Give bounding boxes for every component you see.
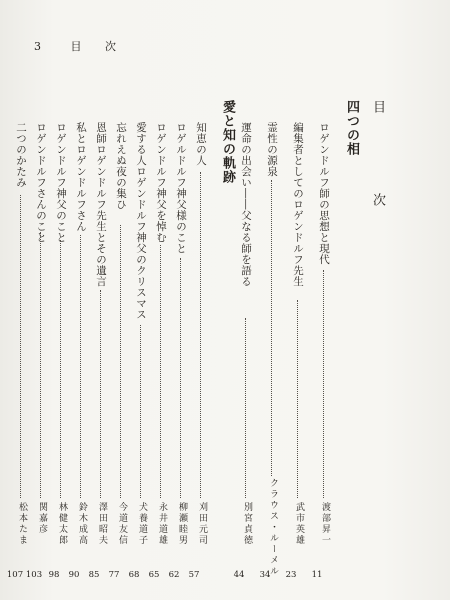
toc-entry-author: 澤田昭夫 — [97, 502, 107, 546]
leader-dots — [270, 180, 272, 476]
toc-entry-page: 65 — [148, 570, 160, 580]
toc-entry-title: 二つのかたみ — [15, 122, 27, 188]
leader-dots — [99, 290, 101, 498]
leader-dots — [296, 300, 298, 498]
leader-dots — [159, 245, 161, 498]
toc-entry-author: 柳瀬睦男 — [177, 502, 187, 546]
leader-dots — [119, 225, 121, 498]
leader-dots — [139, 325, 141, 498]
running-head-page-number: 3 — [34, 40, 51, 53]
toc-entry-author: クラウス・ルーメル — [268, 478, 278, 577]
toc-entry-title: ロゲルドルフ神父様のこと — [175, 122, 187, 254]
toc-entry-title: 運命の出会い――父なる師を語る — [240, 122, 252, 287]
toc-entry-page: 23 — [285, 570, 297, 580]
toc-entry-page: 90 — [68, 570, 80, 580]
toc-entry-title: 忘れえぬ夜の集ひ — [115, 122, 127, 210]
toc-entry-author: 別宮貞徳 — [242, 502, 252, 546]
toc-entry-page: 107 — [6, 570, 24, 580]
toc-entry-title: ロゲンドルフさんのこと — [35, 122, 47, 243]
toc-entry-page: 34 — [259, 570, 271, 580]
leader-dots — [179, 258, 181, 498]
section-heading-2: 愛と知の軌跡 — [220, 100, 235, 184]
toc-entry-author: 鈴木成高 — [77, 502, 87, 546]
toc-entry-title: 愛する人ロゲンドルフ神父のクリスマス — [135, 122, 147, 320]
leader-dots — [39, 232, 41, 498]
toc-entry-author: 林健太郎 — [57, 502, 67, 546]
toc-entry-title: 霊性の源泉 — [266, 122, 278, 177]
leader-dots — [199, 172, 201, 498]
toc-entry-page: 77 — [108, 570, 120, 580]
toc-entry-page: 11 — [311, 570, 323, 580]
leader-dots — [322, 270, 324, 498]
leader-dots — [244, 318, 246, 498]
running-head-label: 目 次 — [70, 40, 126, 53]
toc-entry-title: ロゲンドルフ神父を悼む — [155, 122, 167, 243]
toc-entry-author: 関嘉彦 — [37, 502, 47, 535]
section-heading-1: 四つの相 — [344, 100, 359, 156]
toc-entry-author: 刈田元司 — [197, 502, 207, 546]
toc-title: 目 次 — [370, 100, 385, 245]
toc-entry-author: 渡部昇一 — [320, 502, 330, 546]
toc-entry-author: 武市英雄 — [294, 502, 304, 546]
toc-entry-title: 編集者としてのロゲンドルフ先生 — [292, 122, 304, 287]
toc-entry-page: 62 — [168, 570, 180, 580]
toc-entry-author: 今道友信 — [117, 502, 127, 546]
leader-dots — [79, 235, 81, 498]
toc-entry-page: 103 — [25, 570, 43, 580]
toc-entry-author: 犬養道子 — [137, 502, 147, 546]
toc-entry-title: ロゲンドルフ師の思想と現代 — [318, 122, 330, 265]
toc-entry-page: 57 — [188, 570, 200, 580]
toc-entry-title: ロゲンドルフ神父のこと — [55, 122, 67, 243]
toc-entry-title: 私とロゲンドルフさん — [75, 122, 87, 232]
toc-entry-author: 松本たま — [17, 502, 27, 546]
leader-dots — [19, 195, 21, 498]
toc-entry-page: 68 — [128, 570, 140, 580]
toc-entry-page: 85 — [88, 570, 100, 580]
toc-entry-title: 恩師ロゲンドルフ先生とその遺言 — [95, 122, 107, 287]
toc-entry-author: 永井道雄 — [157, 502, 167, 546]
running-head — [34, 38, 132, 54]
toc-entry-title: 知恵の人 — [195, 122, 207, 166]
leader-dots — [59, 240, 61, 498]
toc-entry-page: 44 — [233, 570, 245, 580]
toc-entry-page: 98 — [48, 570, 60, 580]
